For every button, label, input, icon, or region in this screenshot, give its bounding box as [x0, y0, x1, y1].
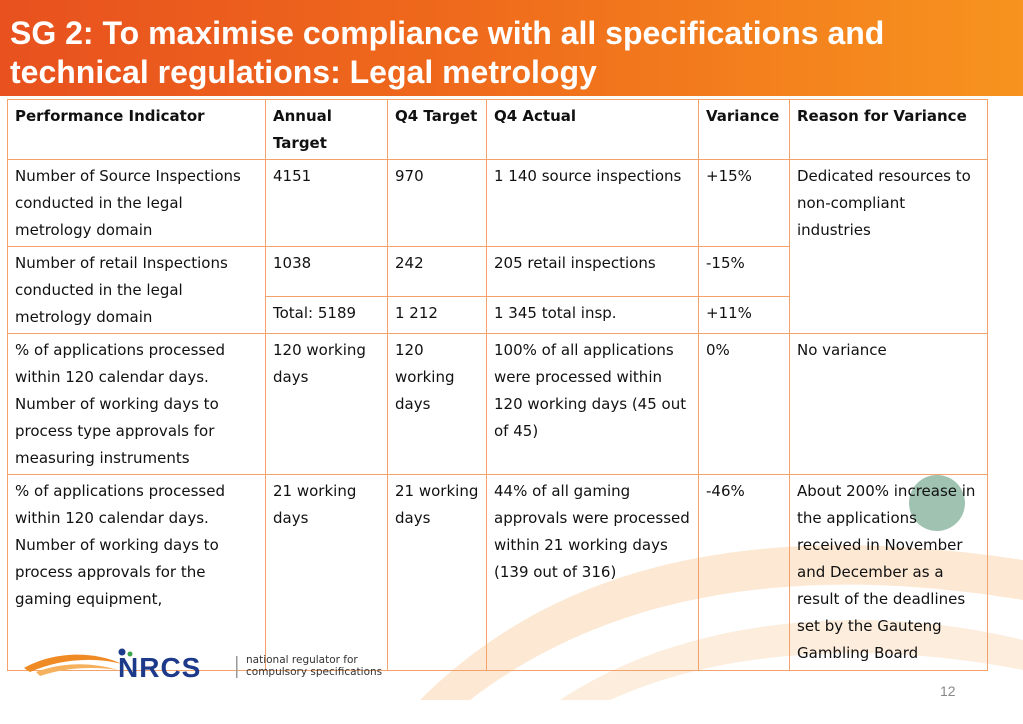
- cell-reason: No variance: [790, 334, 988, 475]
- cell-variance: -15%: [699, 247, 790, 297]
- cell-annual-target: 4151: [266, 160, 388, 247]
- cell-annual-target: 120 working days: [266, 334, 388, 475]
- cell-variance: 0%: [699, 334, 790, 475]
- cell-q4-actual-total: 1 345 total insp.: [487, 297, 699, 334]
- cell-q4-target-total: 1 212: [388, 297, 487, 334]
- column-header-q4-actual: Q4 Actual: [487, 100, 699, 160]
- performance-table: [7, 99, 988, 671]
- logo-wordmark: NRCS: [118, 652, 202, 683]
- table-row: [8, 160, 988, 247]
- table-header-row: [8, 100, 988, 160]
- cell-q4-actual: 205 retail inspections: [487, 247, 699, 297]
- cell-annual-target: 21 working days: [266, 475, 388, 671]
- cell-variance: +15%: [699, 160, 790, 247]
- cell-annual-total: Total: 5189: [266, 297, 388, 334]
- cell-variance-total: +11%: [699, 297, 790, 334]
- logo-tagline: national regulator for compulsory specifications: [246, 654, 383, 678]
- slide-title: SG 2: To maximise compliance with all specifications and technical regulations: Legal metrology: [10, 15, 885, 90]
- cell-q4-target: 21 working days: [388, 475, 487, 671]
- cell-indicator: Number of retail Inspections conducted in the legal metrology domain: [8, 247, 266, 334]
- column-header-variance: Variance: [699, 100, 790, 160]
- cell-reason: Dedicated resources to non-compliant industries: [790, 160, 988, 334]
- cell-q4-target: 970: [388, 160, 487, 247]
- cell-indicator: Number of Source Inspections conducted in the legal metrology domain: [8, 160, 266, 247]
- cell-q4-target: 120 working days: [388, 334, 487, 475]
- page-number: 12: [940, 683, 956, 699]
- cell-q4-actual: 44% of all gaming approvals were processed within 21 working days (139 out of 316): [487, 475, 699, 671]
- column-header-annual-target: Annual Target: [266, 100, 388, 160]
- table-row: [8, 334, 988, 475]
- column-header-indicator: Performance Indicator: [8, 100, 266, 160]
- cell-indicator: % of applications processed within 120 calendar days. Number of working days to process approvals for the gaming equipment,: [8, 475, 266, 671]
- logo-swoosh-icon: [24, 655, 122, 672]
- column-header-reason: Reason for Variance: [790, 100, 988, 160]
- cell-q4-actual: 100% of all applications were processed within 120 working days (45 out of 45): [487, 334, 699, 475]
- cell-variance: -46%: [699, 475, 790, 671]
- column-header-q4-target: Q4 Target: [388, 100, 487, 160]
- cell-q4-target: 242: [388, 247, 487, 297]
- table-row: [8, 475, 988, 671]
- cell-reason: About 200% increase in the applications received in November and December as a result of the deadlines set by the Gauteng Gambling Board: [790, 475, 988, 671]
- cell-indicator: % of applications processed within 120 calendar days. Number of working days to process type approvals for measuring instruments: [8, 334, 266, 475]
- cell-annual-target: 1038: [266, 247, 388, 297]
- cell-q4-actual: 1 140 source inspections: [487, 160, 699, 247]
